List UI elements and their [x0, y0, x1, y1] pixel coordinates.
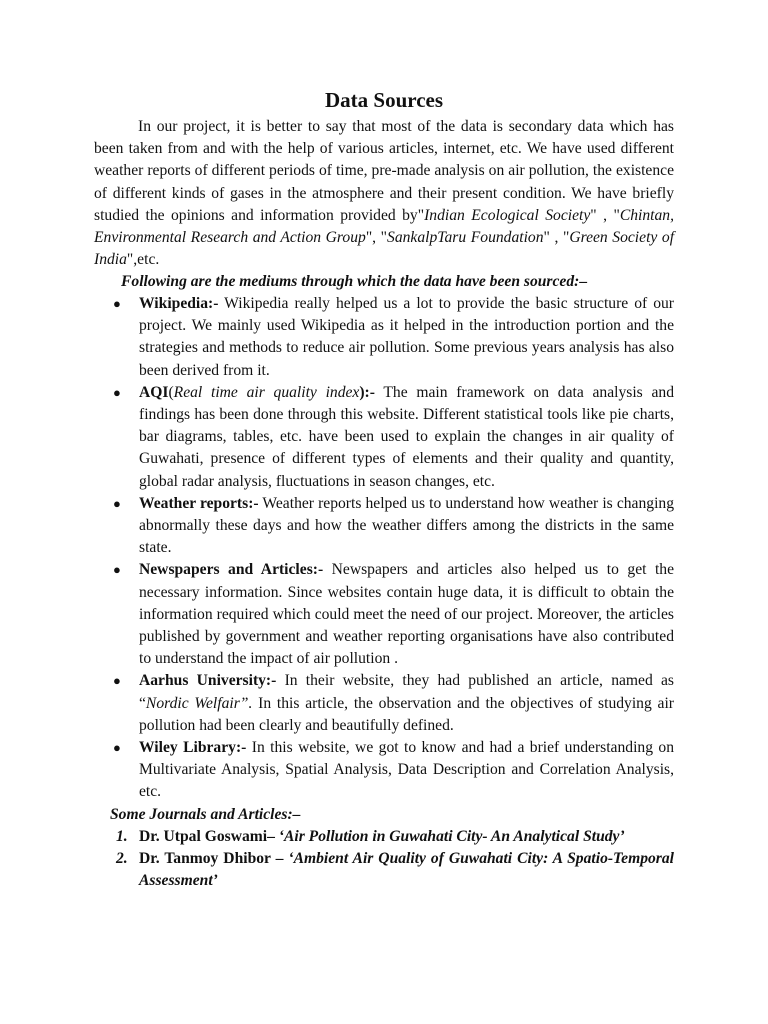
journal-author: Dr. Tanmoy Dhibor –: [139, 850, 289, 868]
item-text: Newspapers and articles also helped us to get the necessary information. Since websites contain huge data, it is difficult to obtain the information required which could meet the need of our project. Moreover, the articles published by government and weather reporting organisations have also contributed to understand the impact of air pollution .: [139, 561, 674, 668]
item-label: Aarhus University:-: [139, 672, 277, 690]
mediums-heading: Following are the mediums through which the data have been sourced:–: [121, 273, 588, 290]
list-item-aqi: [110, 382, 674, 493]
separator: ", ": [365, 229, 388, 247]
list-item-wikipedia: [110, 293, 674, 382]
item-text: In this article, the observation and the objectives of studying air pollution had been clearly and beautifully defined.: [139, 694, 674, 734]
item-text: Wikipedia really helped us a lot to provide the basic structure of our project. We mainly used Wikipedia as it helped in the introduction portion and the strategies and methods to reduce air pollution. Some previous years analysis has also been derived from it.: [139, 295, 674, 379]
bullet-icon: ●: [113, 296, 121, 311]
item-note: Nordic Welfair”.: [145, 694, 253, 712]
separator: " , ": [543, 229, 570, 247]
intro-paragraph: [94, 116, 674, 271]
item-text: In this website, we got to know and had a brief understanding on Multivariate Analysis, Spatial Analysis, Data Description and Correlation Analysis, etc.: [139, 739, 674, 801]
bullet-icon: ●: [113, 562, 121, 578]
intro-tail: ",etc.: [126, 251, 160, 269]
journal-number: 1.: [116, 828, 128, 845]
item-label: Wikipedia:-: [139, 295, 219, 312]
list-item-newspapers: [110, 559, 674, 670]
item-label: Newspapers and Articles:-: [139, 561, 324, 579]
item-text: The main framework on data analysis and findings has been done through this website. Different statistical tools like pie charts, bar diagrams, tables, etc. have been used to explain the changes in air quality of Guwahati, presence of different types of elements and their quality and quantity, global radar analysis, fluctuations in season changes, etc.: [139, 383, 674, 490]
org-indian-ecological-society: Indian Ecological Society: [424, 206, 591, 224]
journal-item: [110, 826, 674, 848]
journals-list: [110, 826, 674, 893]
item-note: Real time air quality index: [173, 383, 360, 401]
org-green-society: Green Society of India: [94, 229, 675, 269]
journal-number: 2.: [116, 850, 128, 868]
journal-author: Dr. Utpal Goswami–: [139, 828, 279, 845]
item-text: Weather reports helped us to understand how weather is changing abnormally these days and how the weather differs among the districts in the same state.: [139, 494, 674, 557]
bullet-icon: ●: [113, 673, 121, 689]
list-item-wiley: [110, 737, 674, 804]
journal-title: ‘Ambient Air Quality of Guwahati City: A Spatio-Temporal Assessment’: [139, 850, 674, 890]
list-item-aarhus: [110, 670, 674, 737]
list-item-weather-reports: [110, 493, 674, 560]
separator: " , ": [590, 206, 620, 224]
item-paren: (: [168, 383, 174, 401]
item-paren: ):-: [359, 383, 375, 401]
journal-title: ‘Air Pollution in Guwahati City- An Analytical Study’: [278, 828, 625, 845]
org-chintan: Chintan, Environmental Research and Action Group: [94, 206, 674, 247]
bullet-icon: ●: [113, 740, 121, 756]
mediums-list: [110, 293, 674, 804]
item-label: Wiley Library:-: [139, 739, 247, 757]
journals-heading: Some Journals and Articles:–: [110, 806, 301, 823]
item-label: Weather reports:-: [139, 494, 259, 512]
org-sankalptaru: SankalpTaru Foundation: [387, 229, 544, 247]
intro-text: In our project, it is better to say that most of the data is secondary data which has been taken from and with the help of various articles, internet, etc. We have used different weather reports of different periods of time, pre-made analysis on air pollution, the existence of different kinds of gases in the atmosphere and their present condition. We have briefly studied the opinions and information provided by": [94, 118, 674, 224]
bullet-icon: ●: [113, 384, 121, 400]
item-text-before: In their website, they had published an article, named as “: [139, 672, 674, 712]
page-title: Data Sources: [324, 88, 444, 112]
journal-item: [110, 848, 674, 892]
bullet-icon: ●: [113, 495, 121, 511]
item-label: AQI: [139, 383, 169, 401]
